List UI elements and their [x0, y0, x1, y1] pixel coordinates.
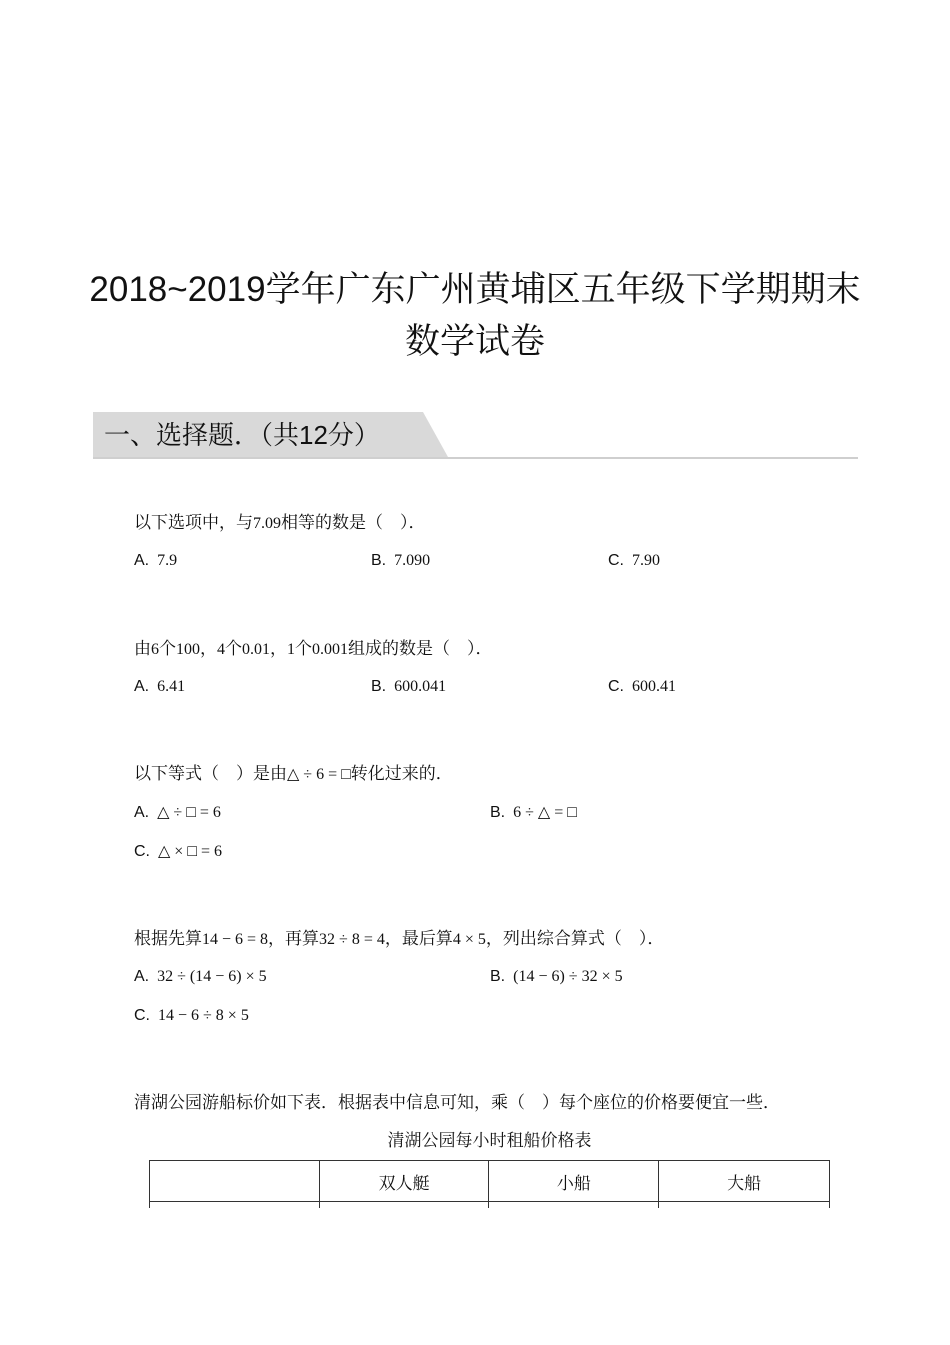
option-value: 32 ÷ (14 − 6) × 5: [157, 968, 267, 985]
stem-text: 相等的数是（ ）．: [281, 513, 426, 532]
question-2-stem: [134, 638, 493, 661]
question-2-option-a[interactable]: [134, 676, 185, 698]
option-value: 6 ÷ △ = □: [513, 804, 577, 821]
stem-text: 个: [225, 639, 242, 658]
table-header-cell: 双人艇: [319, 1161, 489, 1202]
option-value: 7.090: [394, 552, 431, 569]
option-value: 6.41: [157, 678, 186, 695]
stem-text: 组成的数是（ ）．: [348, 639, 493, 658]
stem-text: 由: [134, 639, 151, 658]
option-value: 7.9: [157, 552, 178, 569]
option-letter: A.: [134, 552, 150, 569]
stem-math: 7.09: [253, 515, 281, 532]
stem-math: △ ÷ 6 = □: [287, 766, 351, 783]
question-1-stem: [134, 512, 426, 535]
stem-text: ，: [270, 639, 287, 658]
stem-text: 以下选项中，与: [134, 513, 253, 532]
option-letter: C.: [134, 1007, 150, 1024]
stem-math: 0.01: [242, 641, 270, 658]
option-letter: C.: [134, 843, 150, 860]
option-letter: A.: [134, 804, 150, 821]
question-4-option-c[interactable]: [134, 1005, 249, 1027]
exam-title-line-1: 2018~2019学年广东广州黄埔区五年级下学期期末: [89, 270, 861, 309]
question-2-option-b[interactable]: [371, 676, 446, 698]
table-header-row: [150, 1161, 830, 1202]
option-letter: B.: [371, 678, 387, 695]
option-value: 14 − 6 ÷ 8 × 5: [158, 1007, 249, 1024]
question-1-option-b[interactable]: [371, 550, 430, 572]
stem-text: 转化过来的．: [350, 764, 453, 783]
option-value: △ × □ = 6: [158, 843, 223, 860]
option-letter: C.: [608, 678, 624, 695]
option-letter: B.: [371, 552, 387, 569]
stem-math: 4: [217, 641, 225, 658]
table-caption: 清湖公园每小时租船价格表: [387, 1131, 592, 1150]
stem-math: 6: [151, 641, 159, 658]
option-value: (14 − 6) ÷ 32 × 5: [513, 968, 623, 985]
section-header: [93, 412, 858, 459]
question-3-option-c[interactable]: [134, 841, 222, 863]
stem-text: 根据先算: [134, 929, 202, 948]
question-3-option-b[interactable]: [490, 802, 577, 824]
table-row: [150, 1202, 830, 1209]
table-cell: [659, 1202, 830, 1209]
table-cell: [489, 1202, 659, 1209]
option-letter: A.: [134, 678, 150, 695]
table-cell: [150, 1202, 320, 1209]
option-value: 7.90: [632, 552, 660, 569]
question-1-option-c[interactable]: [608, 550, 660, 572]
option-letter: C.: [608, 552, 624, 569]
exam-title: [0, 264, 950, 368]
table-header-cell: 小船: [489, 1161, 659, 1202]
boat-price-table: [149, 1160, 830, 1208]
stem-math: 32 ÷ 8 = 4: [319, 931, 385, 948]
question-4-stem: [134, 928, 664, 951]
stem-text: 个: [295, 639, 312, 658]
stem-math: 0.001: [312, 641, 348, 658]
question-3-option-a[interactable]: [134, 802, 221, 824]
question-1-option-a[interactable]: [134, 550, 177, 572]
option-value: 600.041: [394, 678, 447, 695]
stem-math: 14 − 6 = 8: [202, 931, 269, 948]
stem-math: 1: [287, 641, 295, 658]
question-3-stem: [134, 763, 453, 786]
stem-text: ，: [200, 639, 217, 658]
table-cell: [319, 1202, 489, 1209]
option-letter: A.: [134, 968, 150, 985]
section-divider: [93, 457, 858, 459]
stem-math: 4 × 5: [452, 931, 486, 948]
section-label: 一、选择题．（共12分）: [104, 420, 380, 450]
option-letter: B.: [490, 968, 506, 985]
question-5-stem: 清湖公园游船标价如下表．根据表中信息可知，乘（ ）每个座位的价格要便宜一些．: [134, 1093, 780, 1112]
question-2-option-c[interactable]: [608, 676, 676, 698]
option-value: △ ÷ □ = 6: [157, 804, 221, 821]
option-value: 600.41: [632, 678, 676, 695]
stem-text: 个: [159, 639, 176, 658]
stem-math: 100: [176, 641, 200, 658]
question-4-option-a[interactable]: [134, 966, 267, 988]
stem-text: 以下等式（ ）是由: [134, 764, 287, 783]
exam-title-line-2: 数学试卷: [404, 322, 545, 361]
stem-text: ，列出综合算式（ ）．: [485, 929, 665, 948]
stem-text: ，再算: [268, 929, 320, 948]
option-letter: B.: [490, 804, 506, 821]
stem-text: ，最后算: [384, 929, 453, 948]
table-header-cell: 大船: [659, 1161, 830, 1202]
table-header-cell: [150, 1161, 320, 1202]
question-4-option-b[interactable]: [490, 966, 623, 988]
